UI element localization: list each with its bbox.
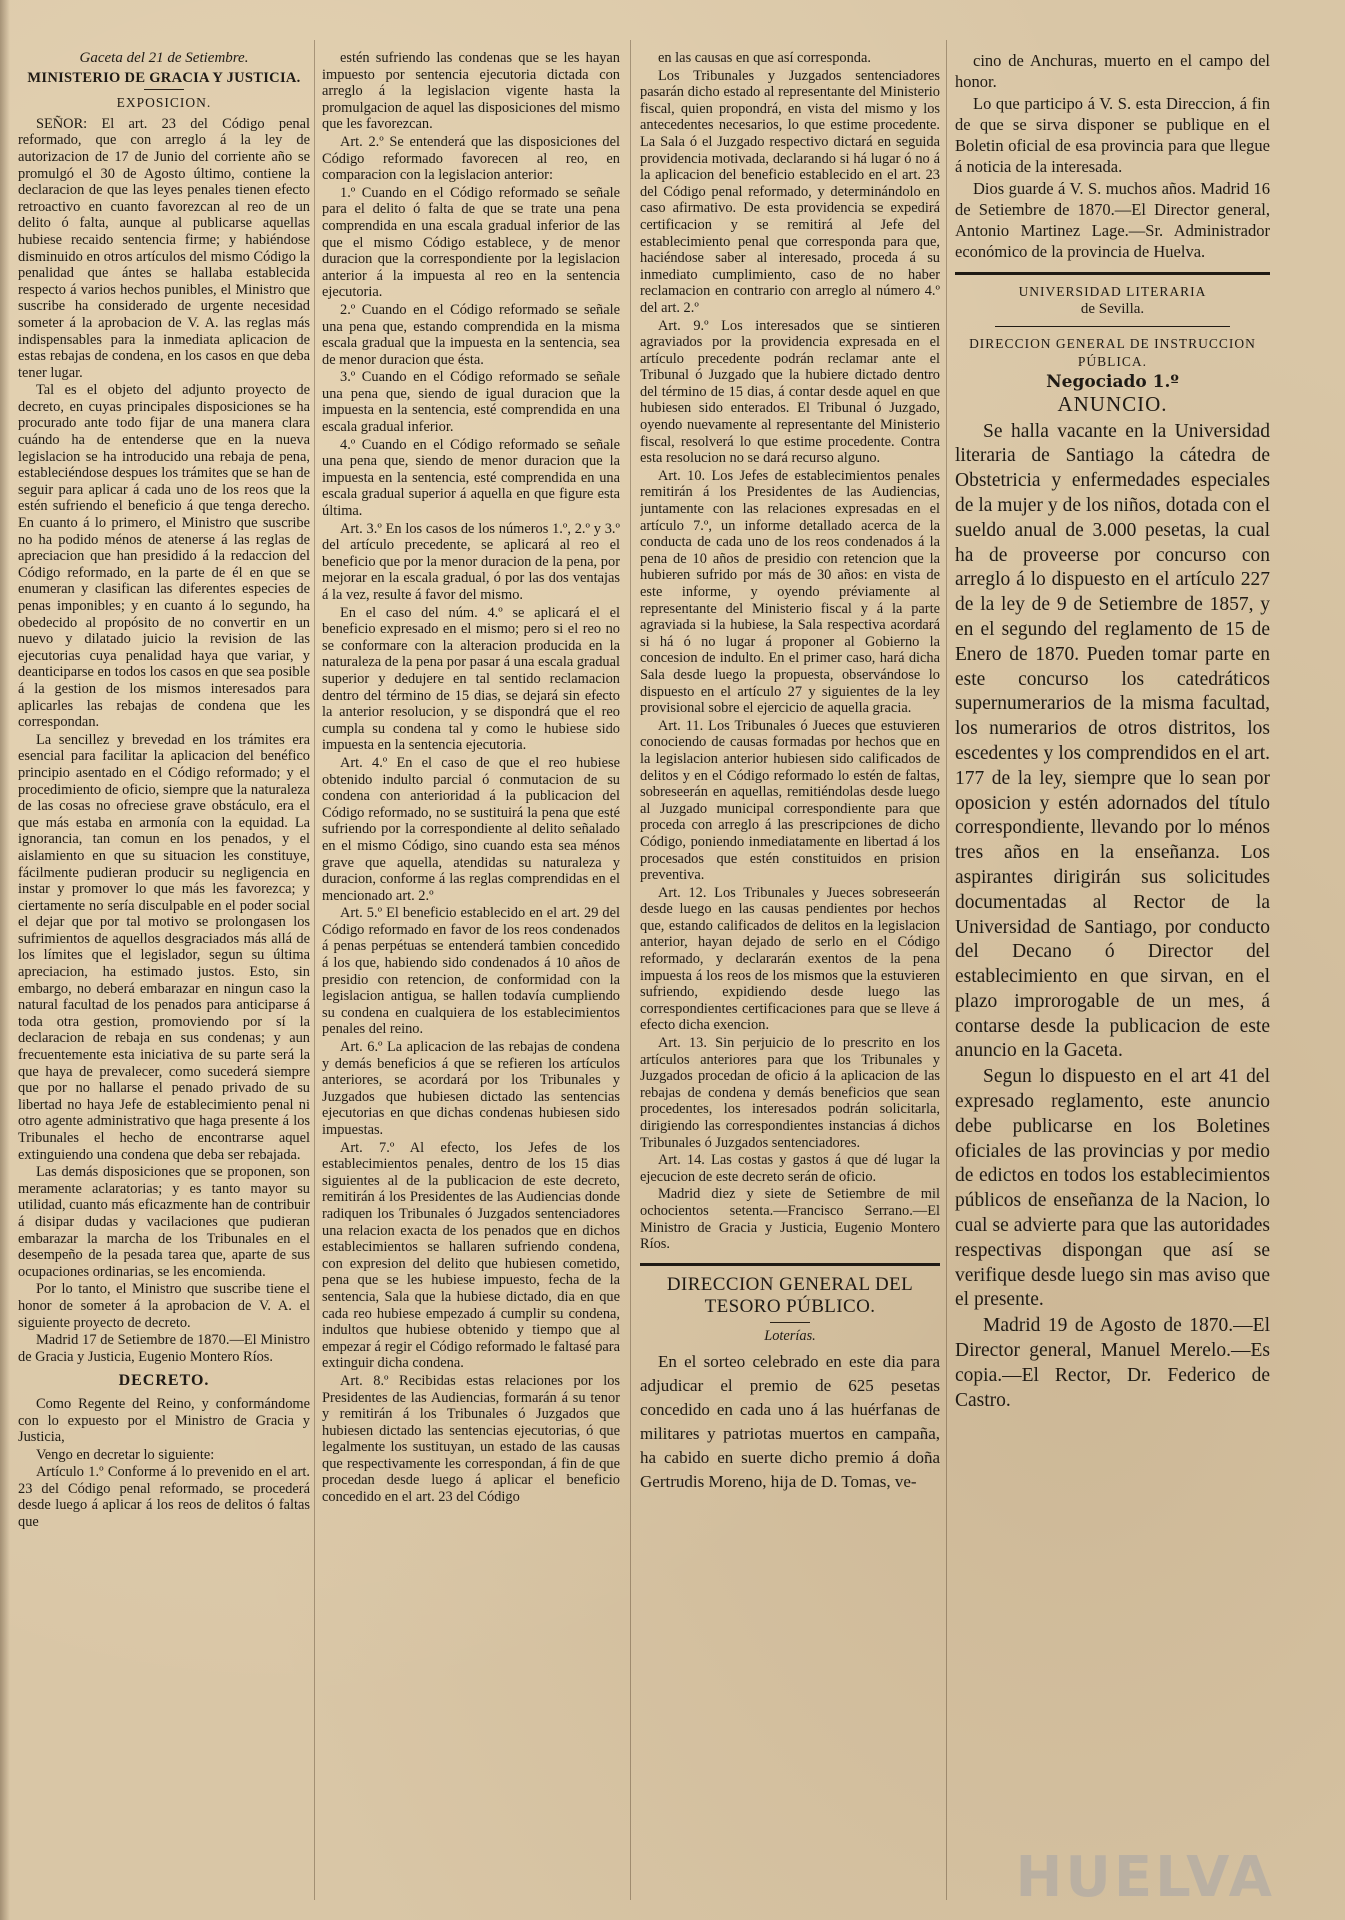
column-rule [630, 40, 631, 1900]
article-paragraph: Art. 11. Los Tribunales ó Jueces que estuvieren conociendo de causas formadas por hechos que en la legislacion anterior hubiesen sido calificados de delitos y en el Código reformado lo estén de faltas, sobreseerán en aquellas, remitiéndolas desde luego al Juzgado municipal correspondiente para que proceda con arreglo á las prescripciones de dicho Código, poniendo inmediatamente en libertad á los procesados que estén constituidos en prision preventiva. [640, 717, 940, 884]
article-paragraph: Art. 10. Los Jefes de establecimientos penales remitirán á los Presidentes de las Audiencias, juntamente con las relaciones expresadas en el artículo 7.º, un informe detallado acerca de la conducta de cada uno de los reos condenados á la pena de 10 años de presidio con retencion que la hubieren sufrido por más de 30 años: en vista de este informe, y oyendo préviamente al representante del Ministerio fiscal y á la parte agraviada si la hubiese, la Sala respectiva acordará si há ó no lugar á proponer al Gobierno la concesion de indulto. En el primer caso, hará dicha Sala desde luego la propuesta, observándose lo dispuesto en el artículo 27 y siguientes de la ley provisional sobre el ejercicio de aquella gracia. [640, 467, 940, 717]
paragraph: Los Tribunales y Juzgados sentenciadores pasarán dicho estado al representante del Ministerio fiscal, quien propondrá, en vista del mismo y los antecedentes necesarios, lo que estime procedente. La Sala ó el Juzgado respectivo dictará en seguida providencia motivada, declarando si há lugar ó no á la aplicacion del beneficio establecido en el art. 23 del Código penal reformado, y determinándolo en caso afirmativo. De esta providencia se expedirá certificacion y se remitirá al Jefe del establecimiento penal que corresponda para que, haciéndose saber al interesado, proceda á su inmediato cumplimiento, caso de no haber reclamacion en contrario con arreglo al número 4.º del art. 2.º [640, 67, 940, 316]
paragraph: 2.º Cuando en el Código reformado se señale una pena que, estando comprendida en la misma escala gradual que la impuesta en la sentencia, sea de menor duracion que ésta. [322, 301, 620, 368]
article-paragraph: Art. 3.º En los casos de los números 1.º, 2.º y 3.º del artículo precedente, se aplicará al reo el beneficio que por la menor duracion de la pena, por mejorar en la escala gradual, ó por las dos ventajas á la vez, resulte á favor del mismo. [322, 520, 620, 603]
paragraph: SEÑOR: El art. 23 del Código penal reformado, que con arreglo á la ley de autorizacion de 17 de Junio del corriente año se promulgó el 30 de Agosto último, contiene la declaracion de que las leyes penales tienen efecto retroactivo en cuanto favorezcan al reo de un delito ó falta, aunque al publicarse aquellas hubiese recaido sentencia firme; y habiéndose disminuido en otros artículos del mismo Código la penalidad que ántes se hallaba establecida respecto á varios hechos punibles, el Ministro que suscribe ha considerado de urgente necesidad someter á la aprobacion de V. A. las reglas más indispensables para la inmediata aplicacion de estas rebajas de condena, en los casos en que deba tener lugar. [18, 115, 310, 381]
signature-paragraph: Madrid 17 de Setiembre de 1870.—El Ministro de Gracia y Justicia, Eugenio Montero Ríos. [18, 1332, 310, 1365]
paragraph: Tal es el objeto del adjunto proyecto de decreto, en cuyas principales disposiciones se ha procurado ante todo fijar de una manera clara cuándo ha de entenderse que en la nueva legislacion se ha introducido una rebaja de pena, estableciéndose despues los trámites que se han de seguir para aplicar á cada uno de los reos que la estén sufriendo el beneficio á que tenga derecho. En cuanto á lo primero, el Ministro que suscribe no ha podido ménos de atenerse á las reglas de apreciacion que han presidido á la redaccion del Código reformado, en la parte de él en que se enumeran y clasifican las diferentes especies de penas imponibles; y en cuanto á lo segundo, ha obedecido al propósito de no convertir en un nuevo y dilatado juicio la revision de las ejecutorias cuya penalidad haya que variar, y deanticiparse en todos los casos en que sea posible á la gestion de los mismos interesados para aplicarles las rebajas de condena que les correspondan. [18, 382, 310, 731]
paragraph: 4.º Cuando en el Código reformado se señale una pena que, siendo de menor duracion que la impuesta en la sentencia, esté comprendida en una escala gradual superior á aquella en que figure esta última. [322, 436, 620, 520]
anuncio-heading: ANUNCIO. [1057, 391, 1168, 416]
direccion-heading: DIRECCION GENERAL DE INSTRUCCION PÚBLICA. [969, 336, 1256, 369]
archive-watermark: HUELVA [1015, 1845, 1275, 1910]
loterias-subheading: Loterías. [764, 1327, 816, 1344]
paragraph: En el sorteo celebrado en este dia para adjudicar el premio de 625 pesetas concedido en cada uno á las huérfanas de militares y patriotas muertos en campaña, ha cabido en suerte dicho premio á doña Gertrudis Moreno, hija de D. Tomas, ve- [640, 1352, 940, 1492]
paragraph: cino de Anchuras, muerto en el campo del honor. [955, 51, 1270, 91]
paragraph: Las demás disposiciones que se proponen, son meramente aclaratorias; y es tanto mayor su utilidad, cuanto más eficazmente han de contribuir á disipar dudas y vacilaciones que pudieran embarazar la marcha de los Tribunales en el desempeño de la pesada tarea que, aparte de sus ocupaciones ordinarias, se les encomienda. [18, 1164, 310, 1280]
paragraph: 1.º Cuando en el Código reformado se señale para el delito ó falta de que se trate una pena comprendida en una escala gradual inferior de las que el mismo Código establece, y de menor duracion que la correspondiente por la legislacion anterior á la impuesta al reo en la sentencia ejecutoria. [322, 184, 620, 301]
article-paragraph: Art. 12. Los Tribunales y Jueces sobreseerán desde luego en las causas pendientes por hechos que, estando calificados de delitos en la legislacion anterior, hayan dejado de serlo en el Código reformado, y declararán exentos de la pena impuesta á los reos de los mismos que la estuvieren sufriendo, expidiendo desde luego las correspondientes certificaciones para que se lleve á efecto dicha exencion. [640, 884, 940, 1034]
paragraph: Por lo tanto, el Ministro que suscribe tiene el honor de someter á la aprobacion de V. A. el siguiente proyecto de decreto. [18, 1281, 310, 1331]
ministry-heading: MINISTERIO DE GRACIA Y JUSTICIA. [27, 69, 301, 86]
section-divider [640, 1263, 940, 1266]
paragraph: estén sufriendo las condenas que se les hayan impuesto por sentencia ejecutoria dictada con arreglo á la legislacion vigente hasta la promulgacion de aquel las disposiciones del mismo que les favorezcan. [322, 50, 620, 133]
article-paragraph: Art. 14. Las costas y gastos á que dé lugar la ejecucion de este decreto serán de oficio. [640, 1152, 940, 1185]
divider [995, 326, 1230, 327]
column-rule [314, 40, 315, 1900]
article-paragraph: Art. 4.º En el caso de que el reo hubiese obtenido indulto parcial ó conmutacion de su condena con anterioridad á la publicacion del Código reformado, no se sustituirá la pena que esté sufriendo por la correspondiente al delito señalado en el mismo Código, sino cuando esta sea ménos grave que aquella, atendidas su naturaleza y duracion, conforme á las reglas comprendidas en el mencionado art. 2.º [322, 754, 620, 904]
article-paragraph: Art. 5.º El beneficio establecido en el art. 29 del Código reformado en favor de los reos condenados á penas perpétuas se entenderá tambien concedido á los que, habiendo sido condenados á 10 años de presidio con retencion, de conformidad con la legislacion antigua, se hallen todavía cumpliendo su condena en cualquiera de los establecimientos penales del reino. [322, 905, 620, 1038]
section-divider [955, 272, 1270, 275]
paragraph: Como Regente del Reino, y conformándome con lo expuesto por el Ministro de Gracia y Justicia, [18, 1395, 310, 1446]
page-fold-shadow [0, 0, 10, 1920]
divider [770, 1322, 810, 1323]
paragraph: En el caso del núm. 4.º se aplicará el el beneficio expresado en el mismo; pero si el reo no se conformare con la alteracion producida en la naturaleza de la pena por pasar á una escala gradual superior y dedujere en tal sentido reclamacion dentro del término de 15 dias, se dejará sin efecto la anterior resolucion, y se dispondrá que el reo cumpla su condena tal y como le hubiese sido impuesta en la sentencia ejecutoria. [322, 604, 620, 754]
paragraph: Se halla vacante en la Universidad literaria de Santiago la cátedra de Obstetricia y enfermedades especiales de la mujer y de los niños, dotada con el sueldo anual de 3.000 pesetas, la cual ha de proveerse por concurso con arreglo á lo dispuesto en el artículo 227 de la ley de 9 de Setiembre de 1857, y en el segundo del reglamento de 15 de Enero de 1870. Pueden tomar parte en este concurso los catedráticos supernumerarios de la misma facultad, los numerarios de otros distritos, los escedentes y los comprendidos en el art. 177 de la ley, siempre que lo sean por oposicion y estén adornados del título correspondiente, llevando por lo ménos tres años en la enseñanza. Los aspirantes dirigirán sus solicitudes documentadas al Rector de la Universidad de Santiago, por conducto del Decano ó Director del establecimiento en que sirvan, en el plazo improrogable de un mes, á contarse desde la publicacion de este anuncio en la Gaceta. [955, 420, 1270, 1062]
gazette-date: Gaceta del 21 de Setiembre. [79, 50, 249, 66]
article-paragraph: Art. 6.º La aplicacion de las rebajas de condena y demás beneficios á que se refieren los artículos anteriores, se acordará por los Tribunales y Juzgados que hubiesen dictado las sentencias ejecutorias en que dichas condenas hubiesen sido impuestas. [322, 1039, 620, 1138]
paragraph: La sencillez y brevedad en los trámites era esencial para facilitar la aplicacion del benéfico principio asentado en el Código reformado; y el procedimiento de oficio, siempre que la naturaleza de las cosas no ofreciese grave obstáculo, era el que más estaba en armonía con la equidad. La ignorancia, tan comun en los penados, y el aislamiento en que su situacion les constituye, fácilmente pudieran producir su negligencia en instar y promover lo que más les favorezca; y ciertamente no sería disculpable en el poder social el dejar que por tal motivo se prolongasen los sufrimientos de aquellos desgraciados más allá de los límites que el legislador, segun su última apreciacion, ha estimado justos. Esto, sin embargo, no deberá embarazar en ningun caso la natural facultad de los penados para anticiparse á toda otra gestion, promoviendo por sí la declaracion de rebaja en sus condenas; y aun frecuentemente esta iniciativa de su parte será la que haya de prevalecer, como sucederá siempre que por no hallarse el penado privado de su libertad no haya Jefe de establecimiento penal ni otro agente administrativo que haga presente á los Tribunales el hecho de encontrarse aquel extinguiendo una condena que deba ser rebajada. [18, 731, 310, 1163]
negociado-label: Negociado 1.º [1046, 372, 1179, 393]
divider [144, 89, 184, 90]
tesoro-heading: DIRECCION GENERAL DEL TESORO PÚBLICO. [666, 1273, 914, 1317]
column-rule [946, 40, 947, 1900]
article-paragraph: Artículo 1.º Conforme á lo prevenido en el art. 23 del Código penal reformado, se procederá desde luego á aplicar á los reos de delitos ó faltas que [18, 1464, 310, 1531]
article-paragraph: Art. 9.º Los interesados que se sintieren agraviados por la providencia expresada en el artículo precedente podrán reclamar ante el Tribunal ó Juzgado que la hubiere dictado dentro del término de 15 dias, á contar desde aquel en que hubiesen sido enterados. El Tribunal ó Juzgado, oyendo nuevamente al representante del Ministerio fiscal, resolverá lo que estime procedente. Contra esta resolucion no se dará recurso alguno. [640, 317, 940, 467]
column-1 [18, 50, 310, 1920]
article-paragraph: Art. 2.º Se entenderá que las disposiciones del Código reformado favorecen al reo, en comparacion con la legislacion anterior: [322, 133, 620, 184]
paragraph: 3.º Cuando en el Código reformado se señale una pena que, siendo de igual duracion que la impuesta en la sentencia, esté comprendida en una escala gradual inferior. [322, 369, 620, 436]
paragraph: Lo que participo á V. S. esta Direccion, á fin de que se sirva disponer se publique en el Boletin oficial de esa provincia para que llegue á noticia de la interesada. [955, 94, 1270, 176]
article-paragraph: Art. 8.º Recibidas estas relaciones por los Presidentes de las Audiencias, formarán á su tenor y remitirán á los Tribunales ó Juzgados que hubiesen dictado las sentencias ejecutorias, ó que legalmente los sustituyan, un estado de las causas que respectivamente les correspondan, á fin de que procedan desde luego á aplicar el beneficio concedido en el art. 23 del Código [322, 1372, 620, 1506]
university-heading: UNIVERSIDAD LITERARIA [1018, 284, 1207, 299]
column-4 [955, 50, 1270, 1920]
exposicion-heading: EXPOSICION. [116, 95, 212, 111]
decreto-heading: DECRETO. [118, 1372, 210, 1390]
column-3 [640, 50, 940, 1920]
article-paragraph: Art. 13. Sin perjuicio de lo prescrito en los artículos anteriores para que los Tribunales y Juzgados procedan de oficio á la aplicacion de las rebajas de condena y demás beneficios que sean procedentes, los interesados podrán solicitarla, dirigiendo las correspondientes instancias á dichos Tribunales ó Juzgados sentenciadores. [640, 1035, 940, 1151]
signature-paragraph: Dios guarde á V. S. muchos años. Madrid 16 de Setiembre de 1870.—El Director general, Antonio Martinez Lage.—Sr. Administrador económico de la provincia de Huelva. [955, 179, 1270, 261]
paragraph: Segun lo dispuesto en el art 41 del expresado reglamento, este anuncio debe publicarse en los Boletines oficiales de las provincias y por medio de edictos en todos los establecimientos públicos de enseñanza de la Nacion, lo cual se advierte para que las autoridades respectivas dispongan que así se verifique desde luego sin mas aviso que el presente. [955, 1066, 1270, 1311]
signature-paragraph: Madrid diez y siete de Setiembre de mil ochocientos setenta.—Francisco Serrano.—El Ministro de Gracia y Justicia, Eugenio Montero Ríos. [640, 1186, 940, 1253]
paragraph: Vengo en decretar lo siguiente: [36, 1446, 215, 1463]
paragraph: en las causas en que así corresponda. [658, 50, 871, 66]
signature-paragraph: Madrid 19 de Agosto de 1870.—El Director general, Manuel Merelo.—Es copia.—El Rector, Dr. Federico de Castro. [955, 1315, 1270, 1411]
column-2 [322, 50, 620, 1920]
article-paragraph: Art. 7.º Al efecto, los Jefes de los establecimientos penales, dentro de los 15 dias siguientes al de la publicacion de este decreto, remitirán á los Presidentes de las Audiencias donde radiquen los Tribunales ó Juzgados sentenciadores una relacion exacta de los penados que en dichos establecimientos se hallaren sufriendo condena, con expresion del delito que hubiesen cometido, pena que se les hubiese impuesto, fecha de la sentencia, Sala que la hubiese dictado, dia en que cada reo hubiese empezado á cumplir su condena, indultos que hubiese obtenido y tiempo que al empezar á regir el Código reformado le faltasé para extinguir dicha condena. [322, 1139, 620, 1372]
university-city: de Sevilla. [1080, 300, 1145, 317]
